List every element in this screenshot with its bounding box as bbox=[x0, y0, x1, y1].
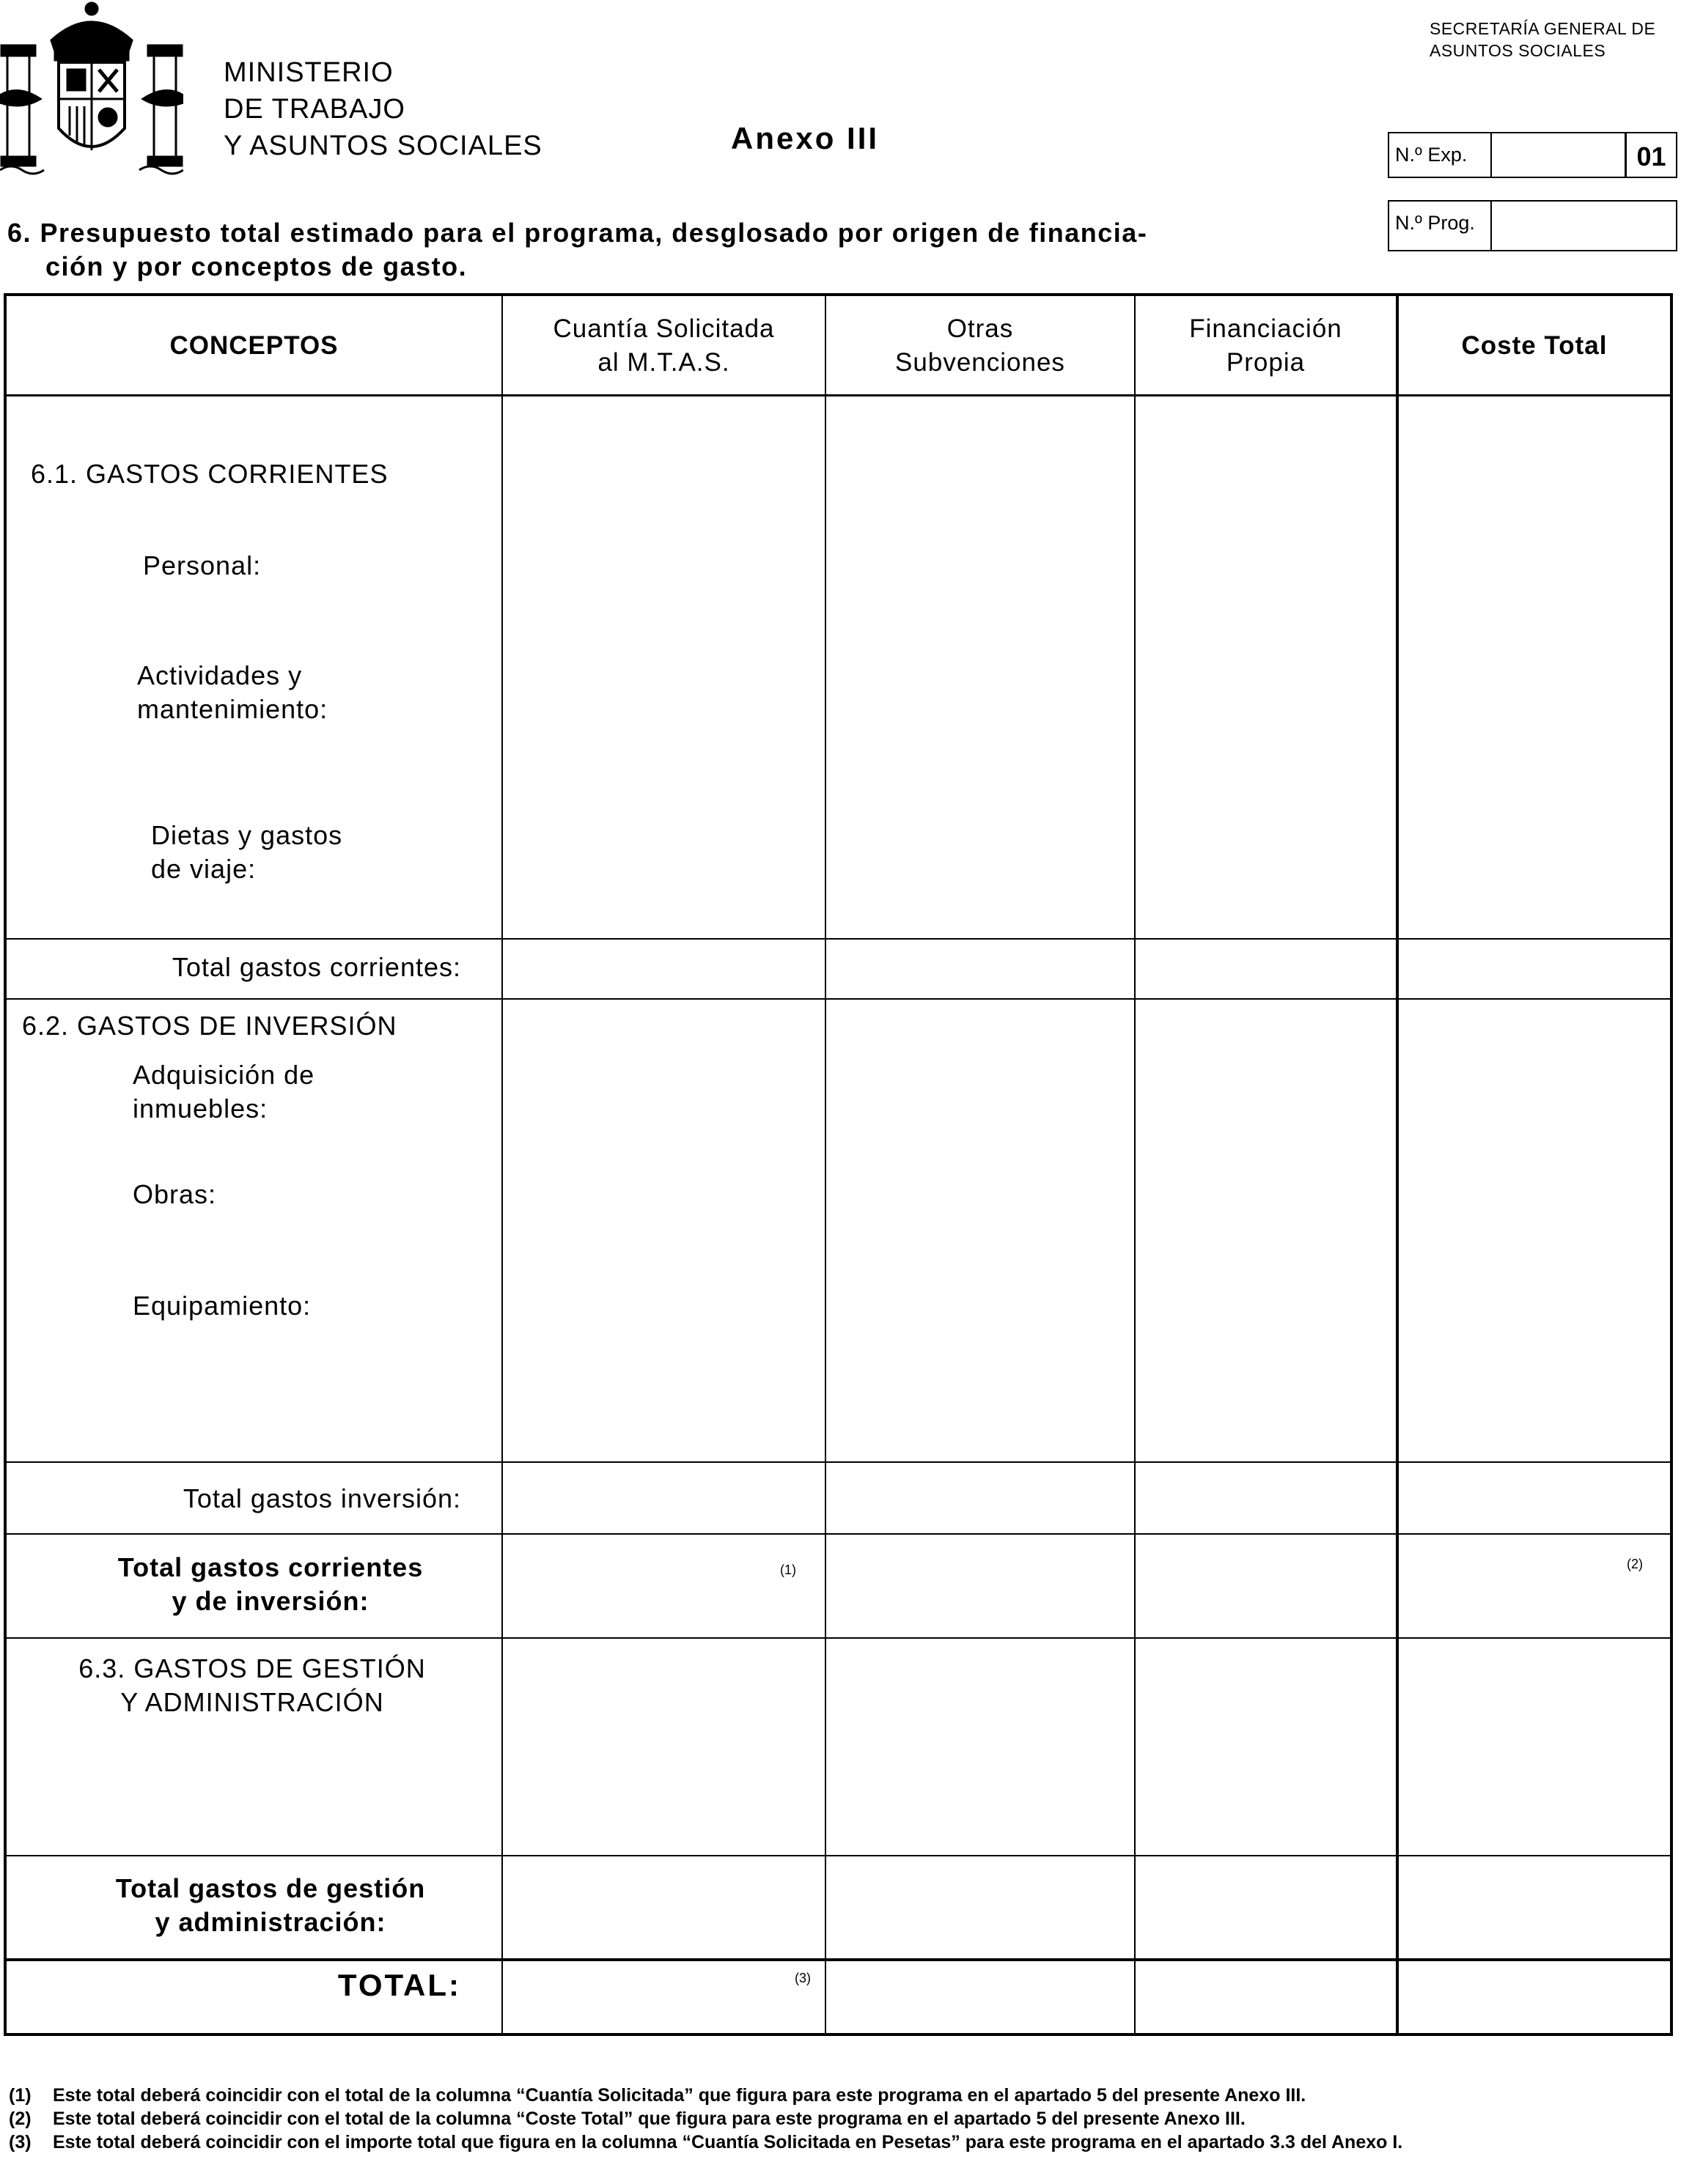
row-total-corr-inv bbox=[109, 1551, 432, 1618]
row-line: mantenimiento: bbox=[137, 694, 328, 724]
col-header-conceptos: CONCEPTOS bbox=[169, 331, 339, 360]
row-divider bbox=[7, 1855, 1670, 1856]
footnote-number: (1) bbox=[9, 2085, 32, 2106]
annex-title: Anexo III bbox=[731, 121, 880, 155]
row-line: Adquisición de bbox=[133, 1060, 315, 1090]
budget-table bbox=[4, 293, 1673, 2036]
exp-value-field[interactable] bbox=[1492, 133, 1625, 177]
footnote-text: Este total deberá coincidir con el total de la columna “Coste Total” que figura para este programa en el apartado 5 del presente Anexo III. bbox=[53, 2109, 1246, 2129]
prog-number-box bbox=[1388, 200, 1677, 251]
row-divider bbox=[7, 1958, 1670, 1961]
row-line: Total gastos de gestión bbox=[115, 1873, 426, 1903]
col-divider bbox=[825, 296, 826, 2033]
row-line: Actividades y bbox=[137, 660, 303, 690]
section-heading-line1: 6. Presupuesto total estimado para el programa, desglosado por origen de financia- bbox=[7, 218, 1148, 248]
row-gestion-title bbox=[40, 1652, 465, 1719]
row-divider bbox=[7, 998, 1670, 1000]
footnote-number: (3) bbox=[9, 2132, 32, 2152]
ministry-name bbox=[224, 54, 542, 164]
col-header-line: Otras bbox=[946, 314, 1014, 343]
section-heading-line2: ción y por conceptos de gasto. bbox=[45, 251, 468, 281]
exp-number-box bbox=[1388, 132, 1677, 178]
prog-value-field[interactable] bbox=[1492, 202, 1676, 250]
row-equipamiento: Equipamiento: bbox=[133, 1291, 312, 1321]
footnote-1 bbox=[9, 2084, 1680, 2107]
row-line: inmuebles: bbox=[133, 1093, 268, 1124]
footnote-number: (2) bbox=[9, 2109, 32, 2129]
row-dietas bbox=[151, 819, 342, 886]
row-total: TOTAL: bbox=[337, 1968, 461, 2002]
row-total-corrientes: Total gastos corrientes: bbox=[172, 952, 461, 982]
col-header-line: Cuantía Solicitada bbox=[553, 314, 775, 343]
col-header-otras bbox=[826, 296, 1134, 396]
secretaria-line: ASUNTOS SOCIALES bbox=[1430, 41, 1606, 60]
row-divider bbox=[7, 938, 1670, 940]
secretaria-line: SECRETARÍA GENERAL DE bbox=[1430, 19, 1656, 38]
row-corrientes-title: 6.1. GASTOS CORRIENTES bbox=[31, 459, 389, 489]
col-header-line: Financiación bbox=[1189, 314, 1342, 343]
row-divider bbox=[7, 1637, 1670, 1639]
col-header-line: Propia bbox=[1226, 348, 1306, 377]
row-line: Total gastos corrientes bbox=[117, 1552, 424, 1582]
footnote-text: Este total deberá coincidir con el total de la columna “Cuantía Solicitada” que figura para este programa en el apartado 5 del presente Anexo III. bbox=[53, 2085, 1306, 2106]
row-obras: Obras: bbox=[133, 1179, 217, 1209]
note-mark-3: (3) bbox=[795, 1971, 811, 1985]
row-line: de viaje: bbox=[151, 854, 257, 884]
col-divider bbox=[501, 296, 503, 2033]
row-personal: Personal: bbox=[143, 550, 262, 580]
ministry-line: MINISTERIO bbox=[224, 57, 394, 88]
secretaria-name bbox=[1430, 18, 1655, 62]
note-mark-1: (1) bbox=[780, 1563, 796, 1577]
col-header-line: Subvenciones bbox=[895, 348, 1065, 377]
coat-of-arms-seal bbox=[0, 0, 183, 176]
row-line: 6.3. GASTOS DE GESTIÓN bbox=[78, 1653, 426, 1683]
ministry-line: DE TRABAJO bbox=[224, 94, 405, 125]
col-header-coste: Coste Total bbox=[1461, 331, 1608, 360]
col-header-cuantia bbox=[503, 296, 825, 396]
row-actividades bbox=[137, 659, 328, 726]
row-divider bbox=[7, 1533, 1670, 1535]
row-adquisicion bbox=[133, 1058, 315, 1126]
footnote-3 bbox=[9, 2130, 1680, 2154]
footnote-text: Este total deberá coincidir con el importe total que figura en la columna “Cuantía Solicitada en Pesetas” para este programa en el apartado 3.3 del Anexo I. bbox=[53, 2132, 1403, 2152]
row-line: y administración: bbox=[155, 1907, 386, 1937]
col-divider bbox=[1134, 296, 1136, 2033]
exp-number: 01 bbox=[1625, 133, 1676, 177]
row-inversion-title: 6.2. GASTOS DE INVERSIÓN bbox=[22, 1011, 397, 1041]
ministry-line: Y ASUNTOS SOCIALES bbox=[224, 130, 542, 161]
row-line: Dietas y gastos bbox=[151, 820, 343, 850]
row-total-inversion: Total gastos inversión: bbox=[183, 1483, 461, 1513]
col-divider bbox=[1396, 296, 1399, 2033]
row-line: y de inversión: bbox=[172, 1586, 369, 1616]
row-total-gestion bbox=[109, 1872, 432, 1939]
row-line: Y ADMINISTRACIÓN bbox=[120, 1687, 384, 1717]
prog-label: N.º Prog. bbox=[1389, 202, 1492, 250]
footnote-2 bbox=[9, 2107, 1680, 2130]
col-header-line: al M.T.A.S. bbox=[597, 348, 730, 377]
col-header-financiacion bbox=[1136, 296, 1396, 396]
row-divider bbox=[7, 1461, 1670, 1463]
section-heading bbox=[7, 216, 1290, 284]
note-mark-2: (2) bbox=[1627, 1557, 1643, 1571]
exp-label: N.º Exp. bbox=[1389, 133, 1492, 177]
